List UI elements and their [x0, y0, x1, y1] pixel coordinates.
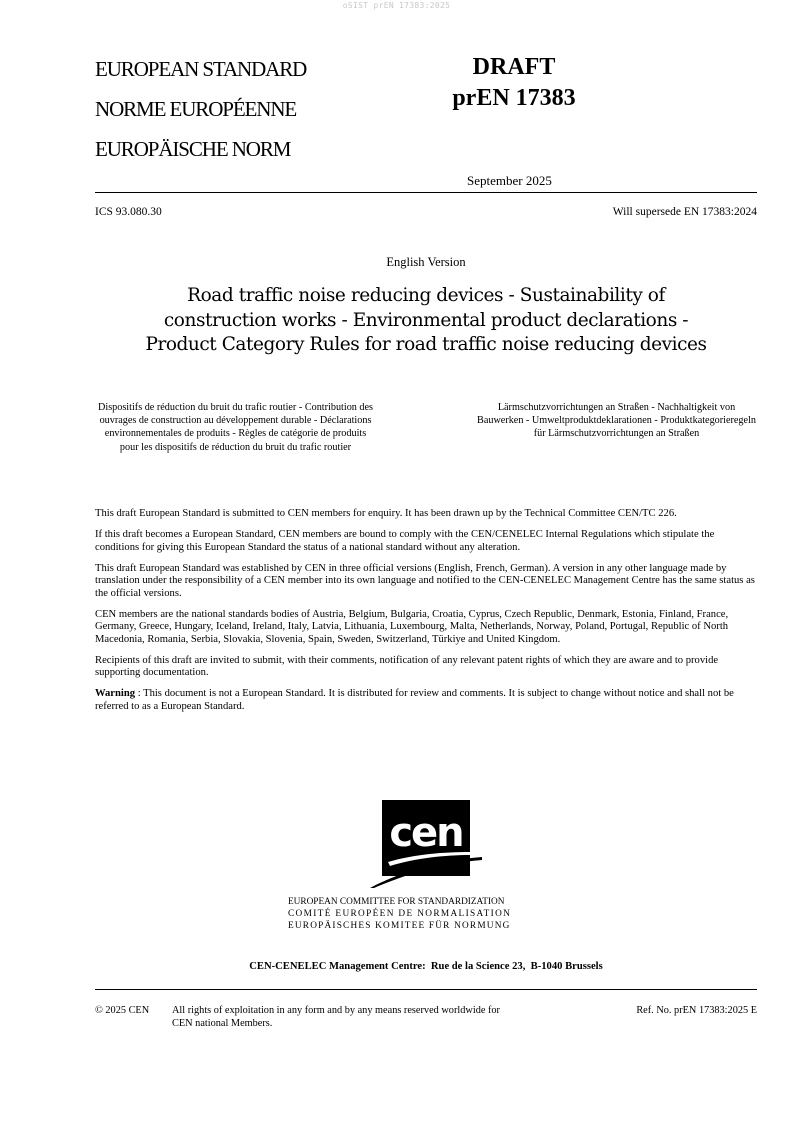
- watermark: oSIST prEN 17383:2025: [342, 1, 451, 10]
- rights-statement: All rights of exploitation in any form and by any means reserved worldwide for CEN national Members.: [172, 1005, 500, 1029]
- cen-logo-text: cen: [389, 810, 463, 856]
- note-paragraph: If this draft becomes a European Standard, CEN members are bound to comply with the CEN/CENELEC Internal Regulations which stipulate the conditions for giving this European Standard the status of a national standard without any alteration.: [95, 529, 715, 553]
- warning-text: : This document is not a European Standard. It is distributed for review and comments. It is subject to change without notice and shall not be referred to as a European Standard.: [95, 688, 734, 712]
- ics-code: ICS 93.080.30: [95, 206, 162, 218]
- note-paragraph: Recipients of this draft are invited to submit, with their comments, notification of any relevant patent rights of which they are aware and to provide supporting documentation.: [95, 654, 719, 678]
- header-rule: [95, 192, 757, 193]
- reference-number: Ref. No. prEN 17383:2025 E: [636, 1005, 757, 1016]
- supersedes-note: Will supersede EN 17383:2024: [612, 206, 757, 218]
- copyright: © 2025 CEN: [95, 1005, 150, 1016]
- german-title: Lärmschutzvorrichtungen an Straßen - Nachhaltigkeit von Bauwerken - Umweltproduktdeklarationen - Produktkategorieregeln für Lärmschutzvorrichtungen an Straßen: [477, 402, 756, 440]
- cen-logo: [370, 800, 482, 890]
- note-paragraph: This draft European Standard is submitted to CEN members for enquiry. It has been drawn up by the Technical Committee CEN/TC 226.: [95, 508, 677, 519]
- committee-name-fr: COMITÉ EUROPÉEN DE NORMALISATION: [288, 909, 512, 919]
- french-title: Dispositifs de réduction du bruit du trafic routier - Contribution des ouvrages de construction au développement durable - Déclarations environnementales de produits - Règles de catégorie de produits pour les dispositifs de réduction du bruit du trafic routier: [98, 402, 374, 453]
- management-centre-address: CEN-CENELEC Management Centre: Rue de la Science 23, B-1040 Brussels: [249, 961, 603, 972]
- note-paragraph: CEN members are the national standards bodies of Austria, Belgium, Bulgaria, Croatia, Cyprus, Czech Republic, Denmark, Estonia, Finland, France, Germany, Greece, Hungary, Iceland, Ireland, Italy, Latvia, Lithuania, Luxembourg, Malta, Netherlands, Norway, Poland, Portugal, Republic of North Macedonia, Romania, Serbia, Slovakia, Slovenia, Spain, Sweden, Switzerland, Türkiye and United Kingdom.: [95, 608, 729, 645]
- draft-label: DRAFT: [472, 54, 556, 80]
- committee-name-de: EUROPÄISCHES KOMITEE FÜR NORMUNG: [288, 921, 511, 931]
- language-version: English Version: [386, 255, 466, 269]
- standard-name-de: EUROPÄISCHE NORM: [95, 137, 291, 161]
- committee-name-en: EUROPEAN COMMITTEE FOR STANDARDIZATION: [288, 897, 505, 907]
- note-paragraph: This draft European Standard was established by CEN in three official versions (English, French, German). A version in any other language made by translation under the responsibility of a CEN member into its own language and notified to the CEN-CENELEC Management Centre has the same status as the official versions.: [95, 562, 755, 599]
- warning-label: Warning: [95, 688, 136, 699]
- footer-rule: [95, 989, 757, 990]
- warning-paragraph: [95, 688, 757, 713]
- standard-name-fr: NORME EUROPÉENNE: [95, 97, 297, 121]
- cen-logo-icon: [370, 800, 482, 890]
- standard-name-en: EUROPEAN STANDARD: [95, 57, 307, 81]
- document-title: Road traffic noise reducing devices - Sustainability of construction works - Environmental product declarations - Product Category Rules for road traffic noise reducing devices: [145, 285, 707, 355]
- cover-notes: [95, 508, 757, 722]
- document-number: prEN 17383: [452, 85, 576, 111]
- publication-date: September 2025: [467, 173, 552, 188]
